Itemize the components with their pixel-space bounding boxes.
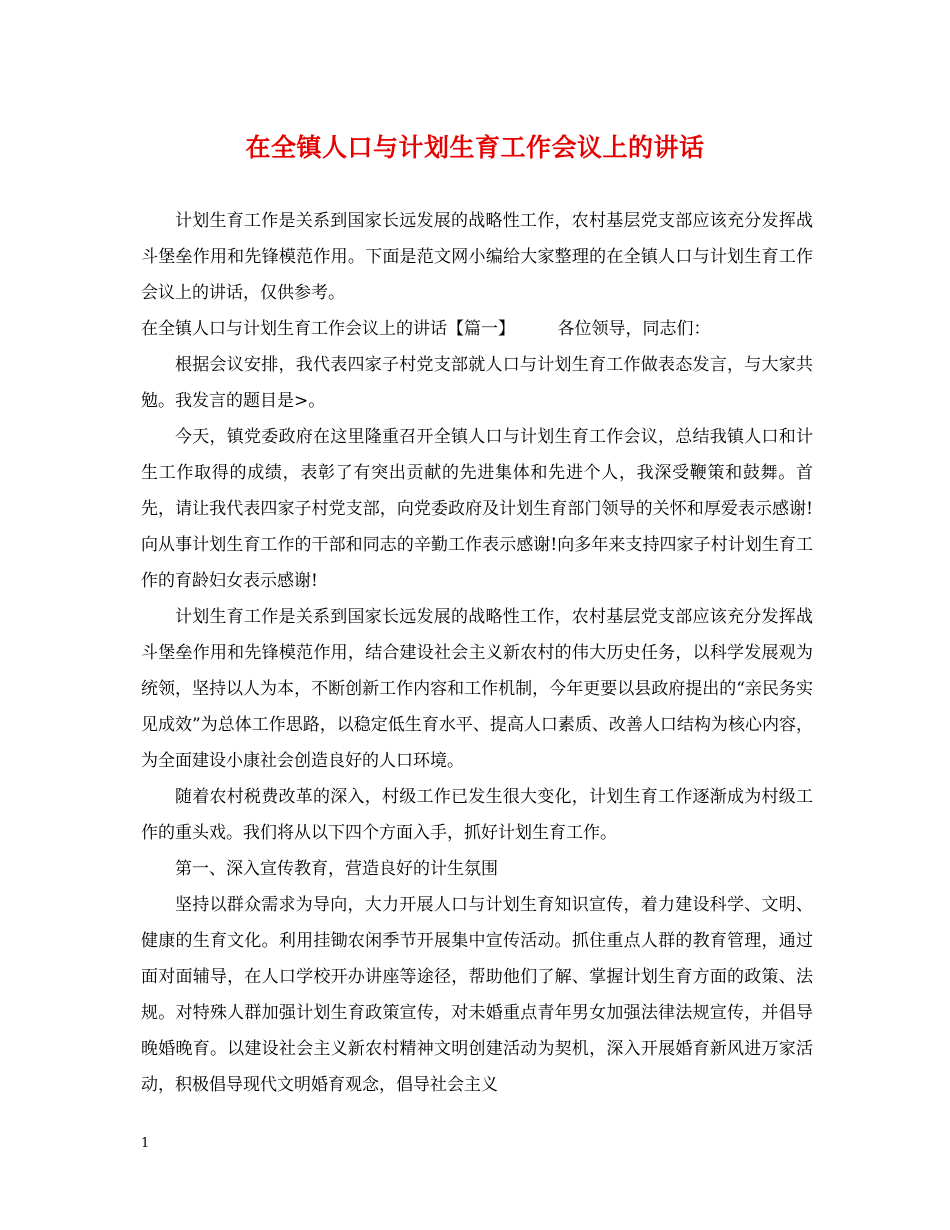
paragraph-opening: 根据会议安排，我代表四家子村党支部就人口与计划生育工作做表态发言，与大家共勉。我发言的题目是>。 <box>141 355 813 411</box>
paragraph-thanks: 今天，镇党委政府在这里隆重召开全镇人口与计划生育工作会议，总结我镇人口和计生工作取得的成绩，表彰了有突出贡献的先进集体和先进个人，我深受鞭策和鼓舞。首先，请让我代表四家子村党支部，向党委政府及计划生育部门领导的关怀和厚爱表示感谢!向从事计划生育工作的干部和同志的辛勤工作表示感谢!向多年来支持四家子村计划生育工作的育龄妇女表示感谢! <box>141 427 813 591</box>
paragraph-section-heading: 在全镇人口与计划生育工作会议上的讲话【篇一】 各位领导，同志们： <box>141 319 711 339</box>
document-title: 在全镇人口与计划生育工作会议上的讲话 <box>245 133 705 162</box>
page-number: 1 <box>141 1136 150 1151</box>
paragraph-intro: 计划生育工作是关系到国家长远发展的战略性工作，农村基层党支部应该充分发挥战斗堡垒作用和先锋模范作用。下面是范文网小编给大家整理的在全镇人口与计划生育工作会议上的讲话，仅供参考。 <box>141 211 813 303</box>
document-body <box>141 203 813 1103</box>
paragraph-point-one-body: 坚持以群众需求为导向，大力开展人口与计划生育知识宣传，着力建设科学、文明、健康的生育文化。利用挂锄农闲季节开展集中宣传活动。抓住重点人群的教育管理，通过面对面辅导，在人口学校开办讲座等途径，帮助他们了解、掌握计划生育方面的政策、法规。对特殊人群加强计划生育政策宣传，对未婚重点青年男女加强法律法规宣传，并倡导晚婚晚育。以建设社会主义新农村精神文明创建活动为契机，深入开展婚育新风进万家活动，积极倡导现代文明婚育观念，倡导社会主义 <box>141 895 813 1095</box>
paragraph-strategy: 计划生育工作是关系到国家长远发展的战略性工作，农村基层党支部应该充分发挥战斗堡垒作用和先锋模范作用，结合建设社会主义新农村的伟大历史任务，以科学发展观为统领，坚持以人为本，不断创新工作内容和工作机制，今年更要以县政府提出的“亲民务实见成效”为总体工作思路，以稳定低生育水平、提高人口素质、改善人口结构为核心内容，为全面建设小康社会创造良好的人口环境。 <box>141 607 813 771</box>
paragraph-point-one-heading: 第一、深入宣传教育，营造良好的计生氛围 <box>175 859 498 879</box>
paragraph-reform: 随着农村税费改革的深入，村级工作已发生很大变化，计划生育工作逐渐成为村级工作的重头戏。我们将从以下四个方面入手，抓好计划生育工作。 <box>141 787 813 843</box>
